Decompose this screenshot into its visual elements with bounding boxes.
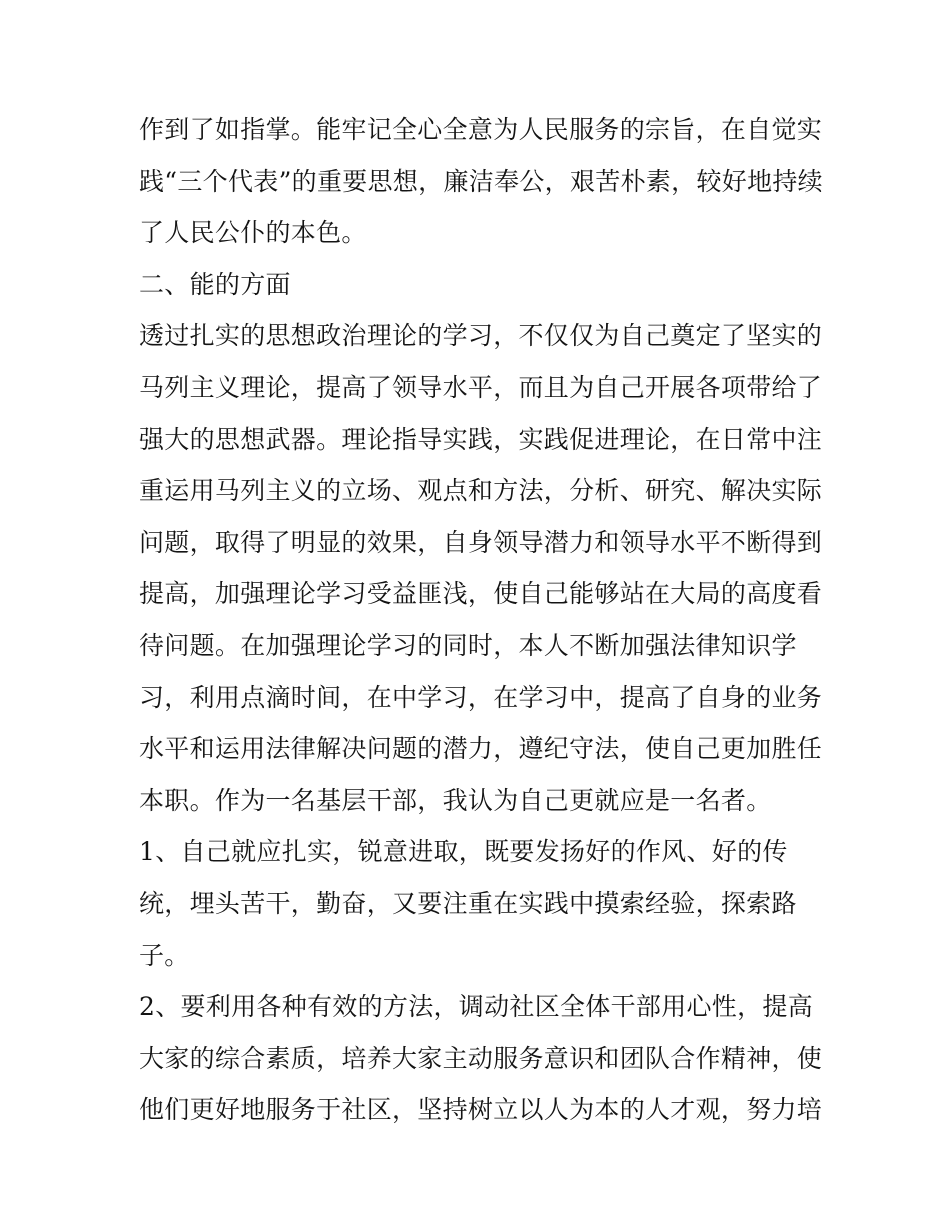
text-line: 习，利用点滴时间，在中学习，在学习中，提高了自身的业务 [139,682,823,712]
text-line: 了人民公仆的本色。 [139,218,367,248]
text-line: 大家的综合素质，培养大家主动服务意识和团队合作精神，使 [139,1043,823,1073]
text-line: 本职。作为一名基层干部，我认为自己更就应是一名者。 [139,785,772,815]
text-line: 问题，取得了明显的效果，自身领导潜力和领导水平不断得到 [139,527,823,557]
text-line: 统，埋头苦干，勤奋，又要注重在实践中摸索经验，探索路 [139,888,797,918]
text-line: 马列主义理论，提高了领导水平，而且为自己开展各项带给了 [139,372,823,402]
list-item: 2、要利用各种有效的方法，调动社区全体干部用心性，提高 [139,992,814,1022]
list-item: 1、自己就应扎实，锐意进取，既要发扬好的作风、好的传 [139,837,788,867]
text-line: 践“三个代表”的重要思想，廉洁奉公，艰苦朴素，较好地持续 [139,166,823,196]
text-line: 强大的思想武器。理论指导实践，实践促进理论，在日常中注 [139,424,823,454]
text-line: 重运用马列主义的立场、观点和方法，分析、研究、解决实际 [139,476,823,506]
body-text [139,104,829,1136]
text-line: 透过扎实的思想政治理论的学习，不仅仅为自己奠定了坚实的 [139,321,823,351]
text-line: 子。 [139,940,190,970]
text-line: 他们更好地服务于社区，坚持树立以人为本的人才观，努力培 [139,1095,823,1125]
text-line: 作到了如指掌。能牢记全心全意为人民服务的宗旨，在自觉实 [139,115,823,144]
text-line: 提高，加强理论学习受益匪浅，使自己能够站在大局的高度看 [139,579,823,609]
text-line: 待问题。在加强理论学习的同时，本人不断加强法律知识学 [139,630,797,660]
text-line: 水平和运用法律解决问题的潜力，遵纪守法，使自己更加胜任 [139,734,823,764]
section-heading: 二、能的方面 [139,269,291,299]
